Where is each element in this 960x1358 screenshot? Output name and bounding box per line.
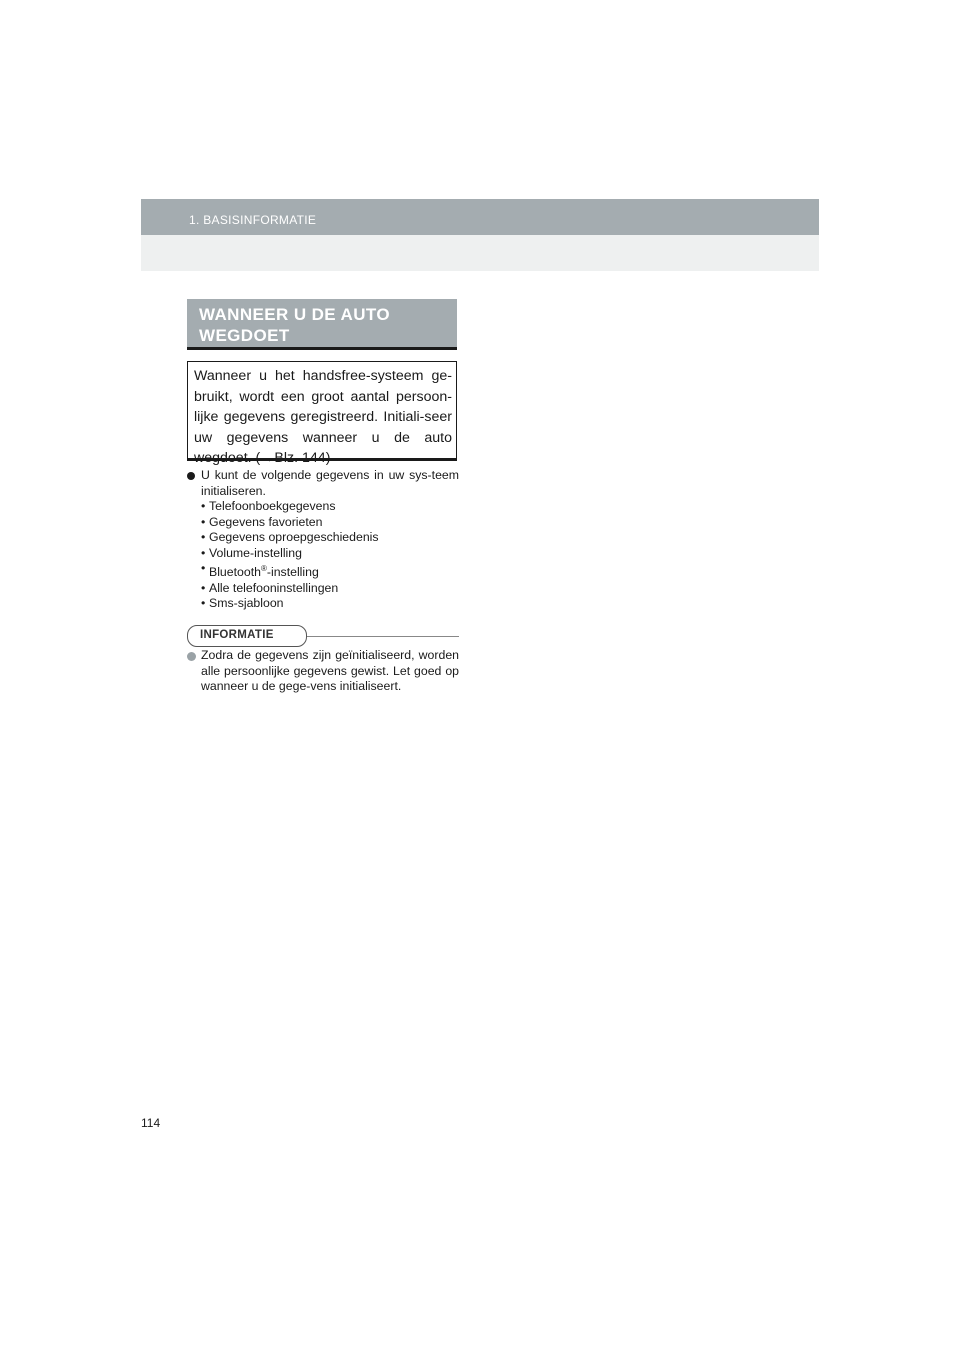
- data-list: [187, 499, 459, 612]
- list-item: • Volume-instelling: [201, 546, 459, 562]
- list-item-bluetooth: [201, 561, 459, 581]
- note-block: [187, 648, 459, 695]
- list-item: • Telefoonboekgegevens: [201, 499, 459, 515]
- page-number: 114: [141, 1116, 161, 1130]
- note-item: [187, 648, 459, 695]
- note-text: Zodra de gegevens zijn geïnitialiseerd, worden alle persoonlijke gegevens gewist. Let goed op wanneer u de gege-vens initialiseert.: [201, 648, 459, 693]
- registered-mark: ®: [260, 564, 267, 573]
- bullet-block: [187, 468, 459, 612]
- list-item: • Gegevens oproepgeschiedenis: [201, 530, 459, 546]
- list-item: • Gegevens favorieten: [201, 515, 459, 531]
- list-item: • Sms-sjabloon: [201, 596, 459, 612]
- intro-box: [187, 361, 457, 466]
- informatie-label-text: INFORMATIE: [200, 629, 274, 641]
- bullet-item: [187, 468, 459, 499]
- section-heading: [187, 299, 457, 350]
- list-item: • Alle telefooninstellingen: [201, 581, 459, 597]
- note-dot-icon: [187, 652, 196, 661]
- section-title-text: WANNEER U DE AUTO WEGDOET: [199, 305, 390, 345]
- bluetooth-suffix: -instelling: [266, 565, 319, 579]
- chapter-header: [141, 199, 819, 235]
- informatie-label: [187, 625, 307, 647]
- intro-text: Wanneer u het handsfree-systeem ge-bruikt, wordt een groot aantal persoon-lijke gegevens geregistreerd. Initiali-seer uw gegevens wanneer u de auto wegdoet. (→Blz. 144): [194, 368, 452, 466]
- bullet-text: U kunt de volgende gegevens in uw sys-teem initialiseren.: [201, 468, 459, 498]
- header-subband: [141, 235, 819, 271]
- bluetooth-prefix: Bluetooth: [209, 565, 261, 579]
- bullet-dot-icon: [187, 472, 195, 480]
- chapter-title: 1. BASISINFORMATIE: [189, 213, 317, 227]
